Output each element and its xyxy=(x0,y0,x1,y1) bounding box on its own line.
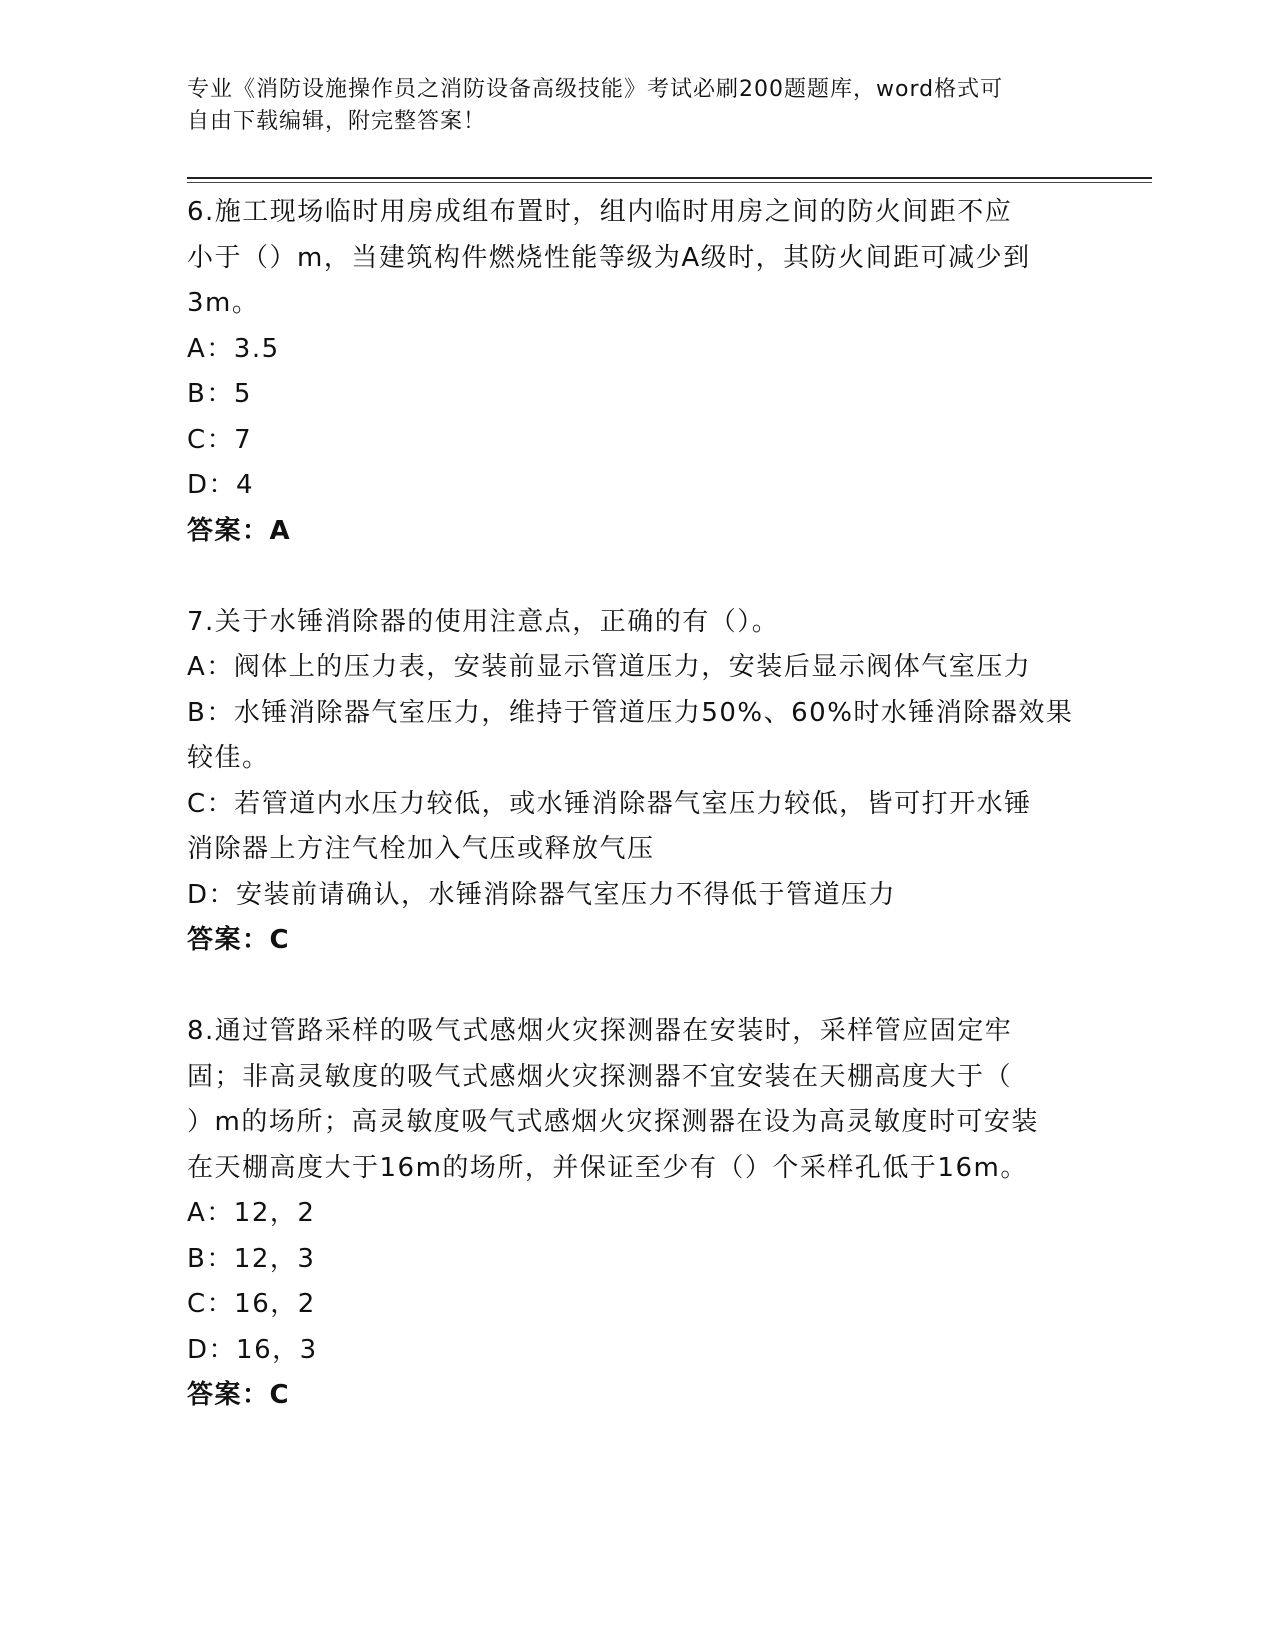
header-line-1: 专业《消防设施操作员之消防设备高级技能》考试必刷200题题库，word格式可 xyxy=(187,77,1004,102)
question-6-option-c: C：7 xyxy=(187,424,253,455)
question-6-option-d: D：4 xyxy=(187,470,255,500)
header-line-2: 自由下载编辑，附完整答案！ xyxy=(187,109,487,134)
question-7-option-c-line-2: 消除器上方注气栓加入气压或释放气压 xyxy=(187,834,655,864)
question-7-option-b-line-2: 较佳。 xyxy=(187,743,270,773)
question-6-stem-line-2: 小于（）m，当建筑构件燃烧性能等级为A级时，其防火间距可减少到 xyxy=(187,242,1031,273)
question-8-option-b: B：12，3 xyxy=(187,1243,316,1274)
question-8 xyxy=(187,1009,1087,1419)
question-8-stem-line-1: 8.通过管路采样的吸气式感烟火灾探测器在安装时，采样管应固定牢 xyxy=(187,1016,1013,1046)
question-8-option-a: A：12，2 xyxy=(187,1198,316,1228)
question-8-option-d: D：16，3 xyxy=(187,1334,318,1365)
header-divider-thin xyxy=(187,182,1152,183)
question-7 xyxy=(187,600,1087,964)
question-6-stem-line-1: 6.施工现场临时用房成组布置时，组内临时用房之间的防火间距不应 xyxy=(187,197,1013,227)
question-7-option-a: A：阀体上的压力表，安装前显示管道压力，安装后显示阀体气室压力 xyxy=(187,652,1032,682)
question-8-stem-line-3: ）m的场所；高灵敏度吸气式感烟火灾探测器在设为高灵敏度时可安装 xyxy=(187,1107,1039,1137)
question-8-stem-line-4: 在天棚高度大于16m的场所，并保证至少有（）个采样孔低于16m。 xyxy=(187,1152,1028,1183)
question-6-option-b: B：5 xyxy=(187,379,252,409)
header-divider-thick xyxy=(187,177,1152,179)
question-spacer xyxy=(187,964,1087,1010)
question-6 xyxy=(187,190,1087,554)
question-7-option-d: D：安装前请确认，水锤消除器气室压力不得低于管道压力 xyxy=(187,879,897,910)
question-spacer xyxy=(187,554,1087,600)
question-6-stem-line-3: 3m。 xyxy=(187,288,260,318)
question-6-option-a: A：3.5 xyxy=(187,333,280,364)
question-8-stem-line-2: 固；非高灵敏度的吸气式感烟火灾探测器不宜安装在天棚高度大于（ xyxy=(187,1061,1013,1092)
question-8-answer: 答案：C xyxy=(187,1380,291,1410)
document-header xyxy=(187,74,1067,138)
question-7-option-c-line-1: C：若管道内水压力较低，或水锤消除器气室压力较低，皆可打开水锤 xyxy=(187,788,1032,819)
question-7-answer: 答案：C xyxy=(187,925,291,955)
question-8-option-c: C：16，2 xyxy=(187,1289,316,1319)
question-6-answer: 答案：A xyxy=(187,515,292,546)
question-list xyxy=(187,190,1087,1419)
question-7-option-b-line-1: B：水锤消除器气室压力，维持于管道压力50%、60%时水锤消除器效果 xyxy=(187,697,1074,728)
question-7-stem-line-1: 7.关于水锤消除器的使用注意点，正确的有（）。 xyxy=(187,606,780,637)
